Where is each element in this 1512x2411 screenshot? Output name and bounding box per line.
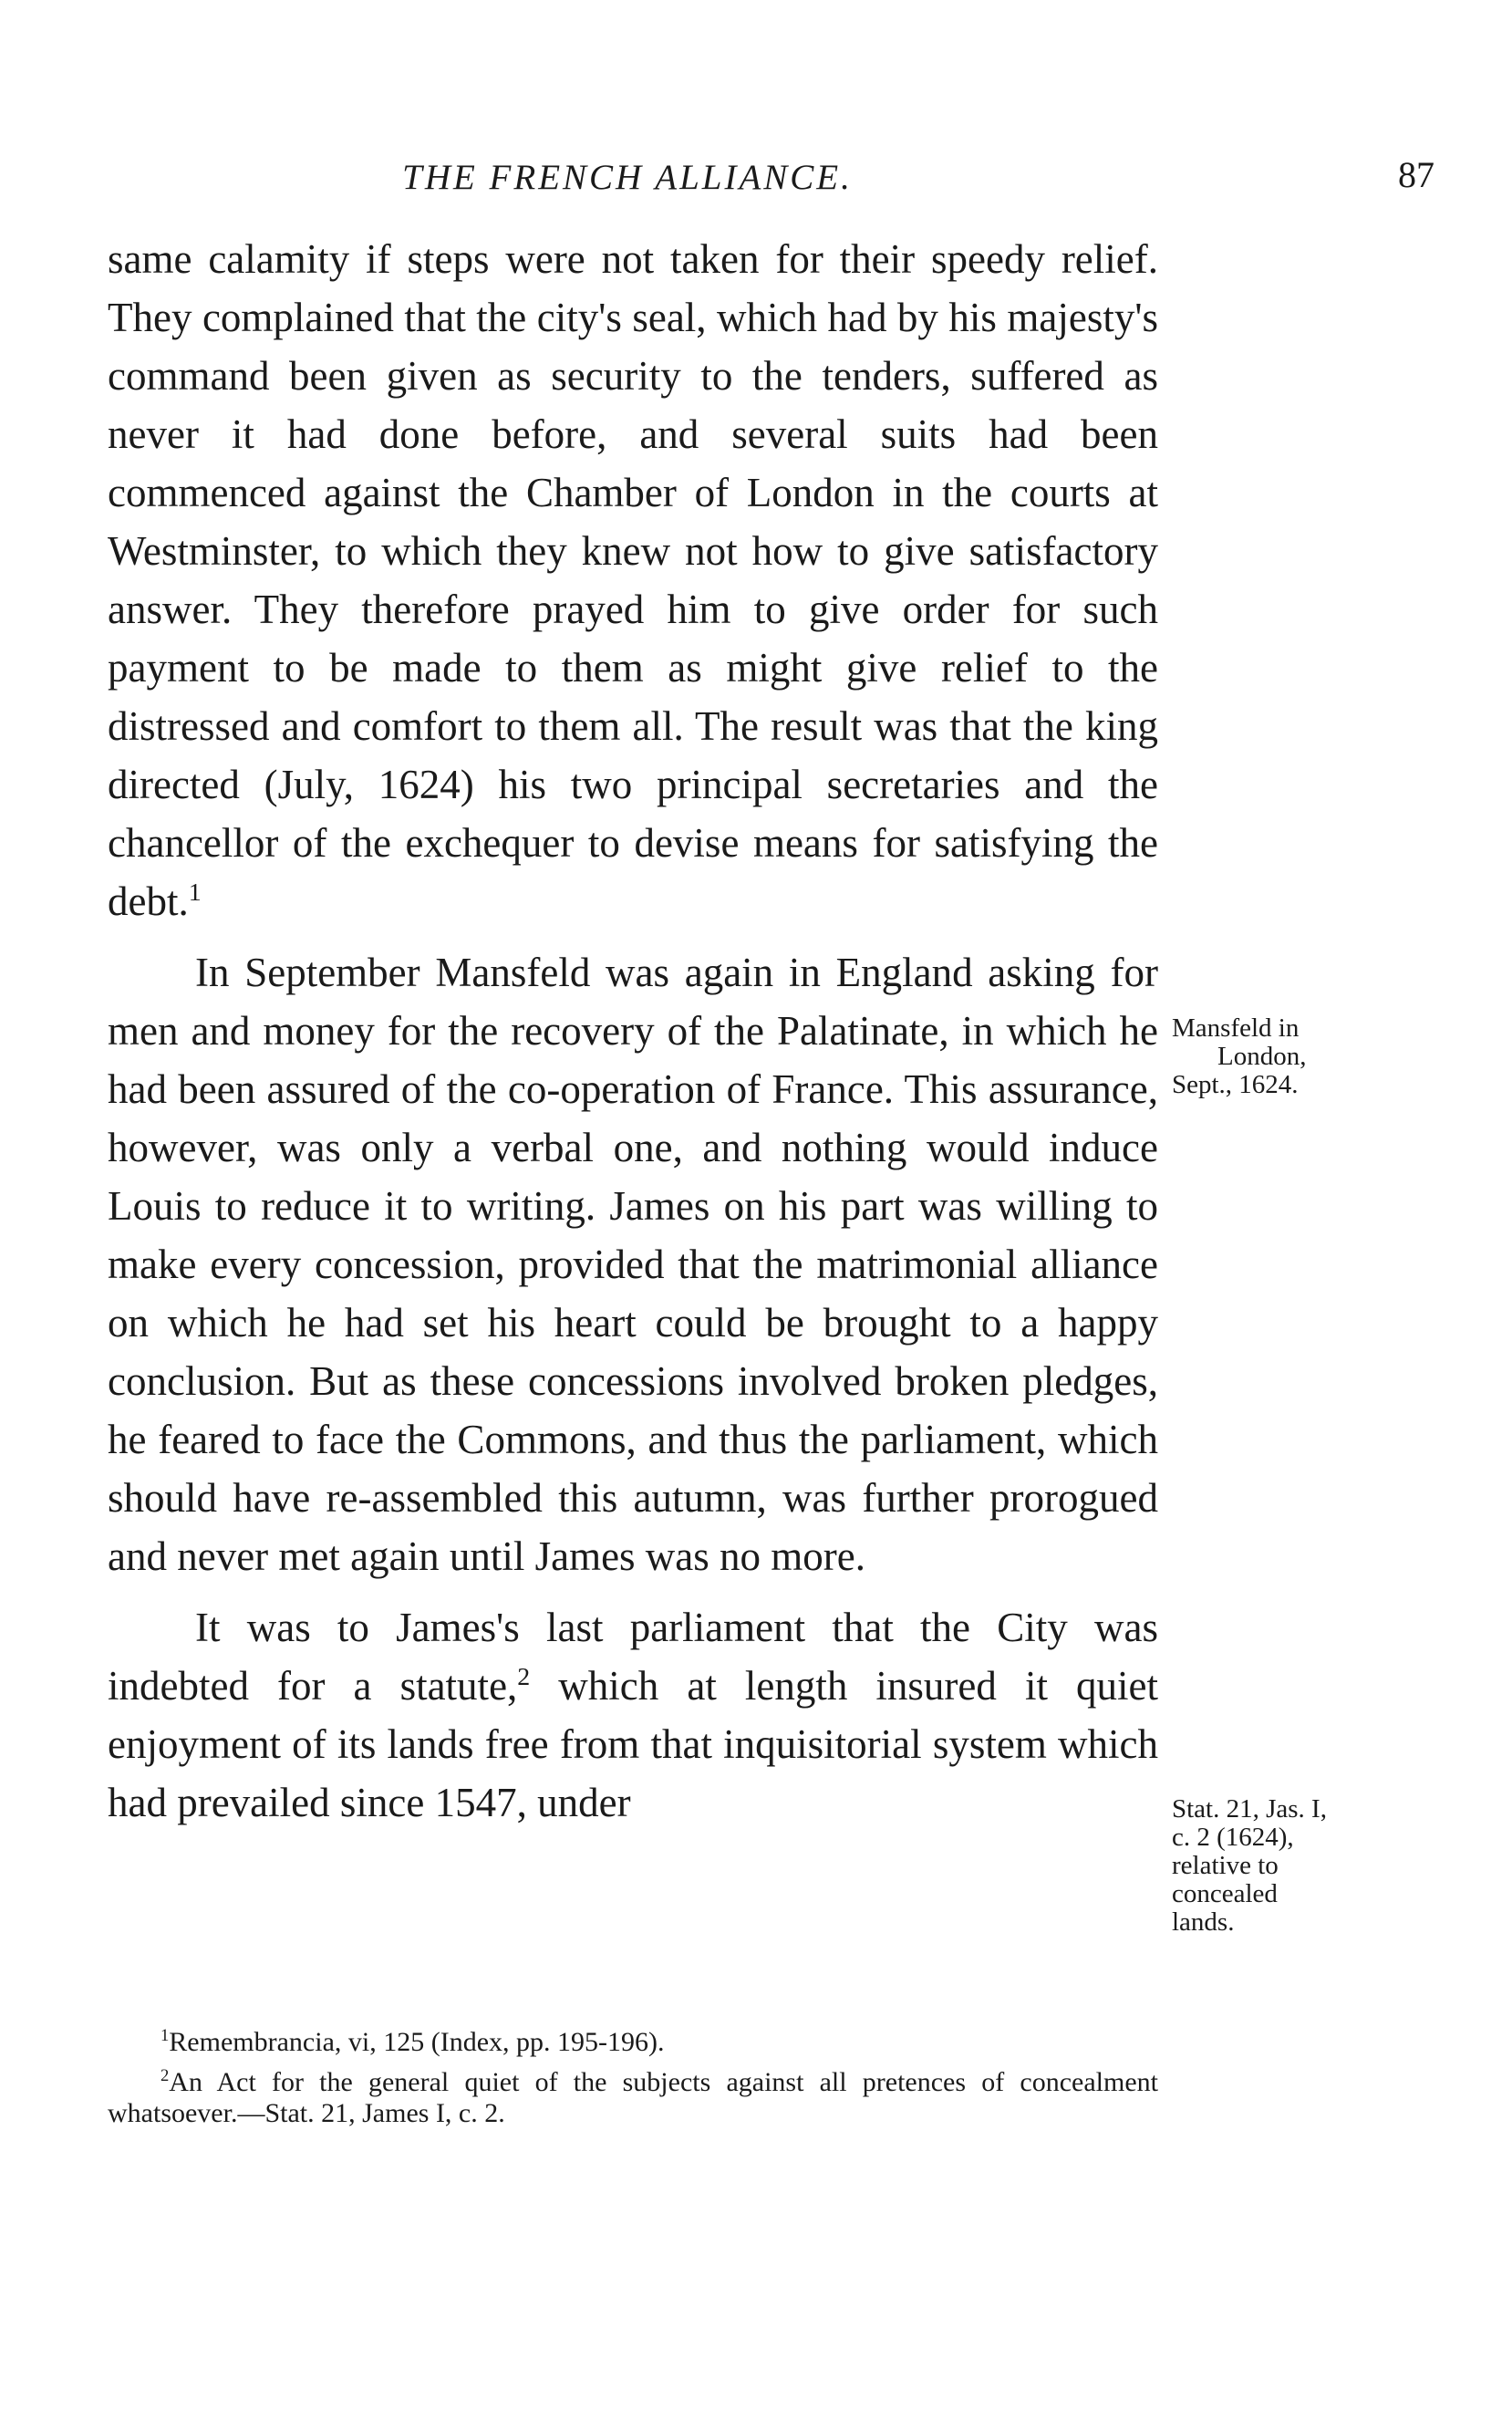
paragraph-1-text: same calamity if steps were not taken for their speedy relief. They complained that the city's seal, which had by his majesty's command been given as security to the tenders, suffered as never it had done before, and several suits had been commenced against the Chamber of London in the courts at Westminster, to which they knew not how to give satisfactory answer. They therefore prayed him to give order for such payment to be made to them as might give relief to the distressed and comfort to them all. The result was that the king directed (July, 1624) his two principal secretaries and the chancellor of the exchequer to devise means for satisfying the debt. [108, 236, 1158, 924]
footnote-ref-2: 2 [517, 1663, 531, 1691]
main-text [108, 230, 1158, 1832]
footnote-1 [108, 2027, 1158, 2058]
footnote-mark: 1 [161, 2026, 170, 2045]
footnote-mark: 2 [161, 2066, 170, 2085]
footnote-ref-1: 1 [188, 878, 202, 907]
margin-note-line: Sept., 1624. [1172, 1070, 1299, 1099]
margin-note-line: relative to [1172, 1851, 1279, 1880]
paragraph-1 [108, 230, 1158, 930]
paragraph-3-text-a: It was to James's last parliament that the City was indebted for a statute, [108, 1605, 1158, 1709]
footnote-text: Remembrancia, vi, 125 (Index, pp. 195-196). [169, 2027, 665, 2057]
margin-note-line: Mansfeld in [1172, 1013, 1300, 1043]
margin-note-line: Stat. 21, Jas. I, [1172, 1794, 1327, 1824]
running-title: THE FRENCH ALLIANCE. [402, 158, 853, 197]
margin-note-line: c. 2 (1624), [1172, 1823, 1294, 1852]
page-number: 87 [1398, 154, 1434, 195]
paragraph-3-text-b: which at length insured it quiet enjoyment of its lands free from that inquisitorial system which had prevailed since 1547, under [108, 1663, 1158, 1825]
footnotes [108, 2027, 1158, 2138]
page-header [108, 137, 1434, 197]
paragraph-3 [108, 1598, 1158, 1832]
paragraph-2-text: In September Mansfeld was again in England asking for men and money for the recovery of the Palatinate, in which he had been assured of the co-operation of France. This assurance, however, was only a verbal one, and nothing would induce Louis to reduce it to writing. James on his part was willing to make every concession, provided that the matrimonial alliance on which he had set his heart could be brought to a happy conclusion. But as these concessions involved broken pledges, he feared to face the Commons, and thus the parliament, which should have re-assembled this autumn, was further prorogued and never met again until James was no more. [108, 950, 1158, 1579]
footnote-2 [108, 2067, 1158, 2129]
margin-note-mansfeld [1172, 1014, 1445, 1099]
margin-note-line: London, [1217, 1042, 1307, 1071]
margin-note-statute [1172, 1795, 1445, 1937]
margin-note-line: lands. [1172, 1907, 1235, 1937]
paragraph-2 [108, 943, 1158, 1585]
margin-note-line: concealed [1172, 1879, 1278, 1908]
footnote-text: An Act for the general quiet of the subjects against all pretences of concealment whatsoever.—Stat. 21, James I, c. 2. [108, 2067, 1158, 2128]
